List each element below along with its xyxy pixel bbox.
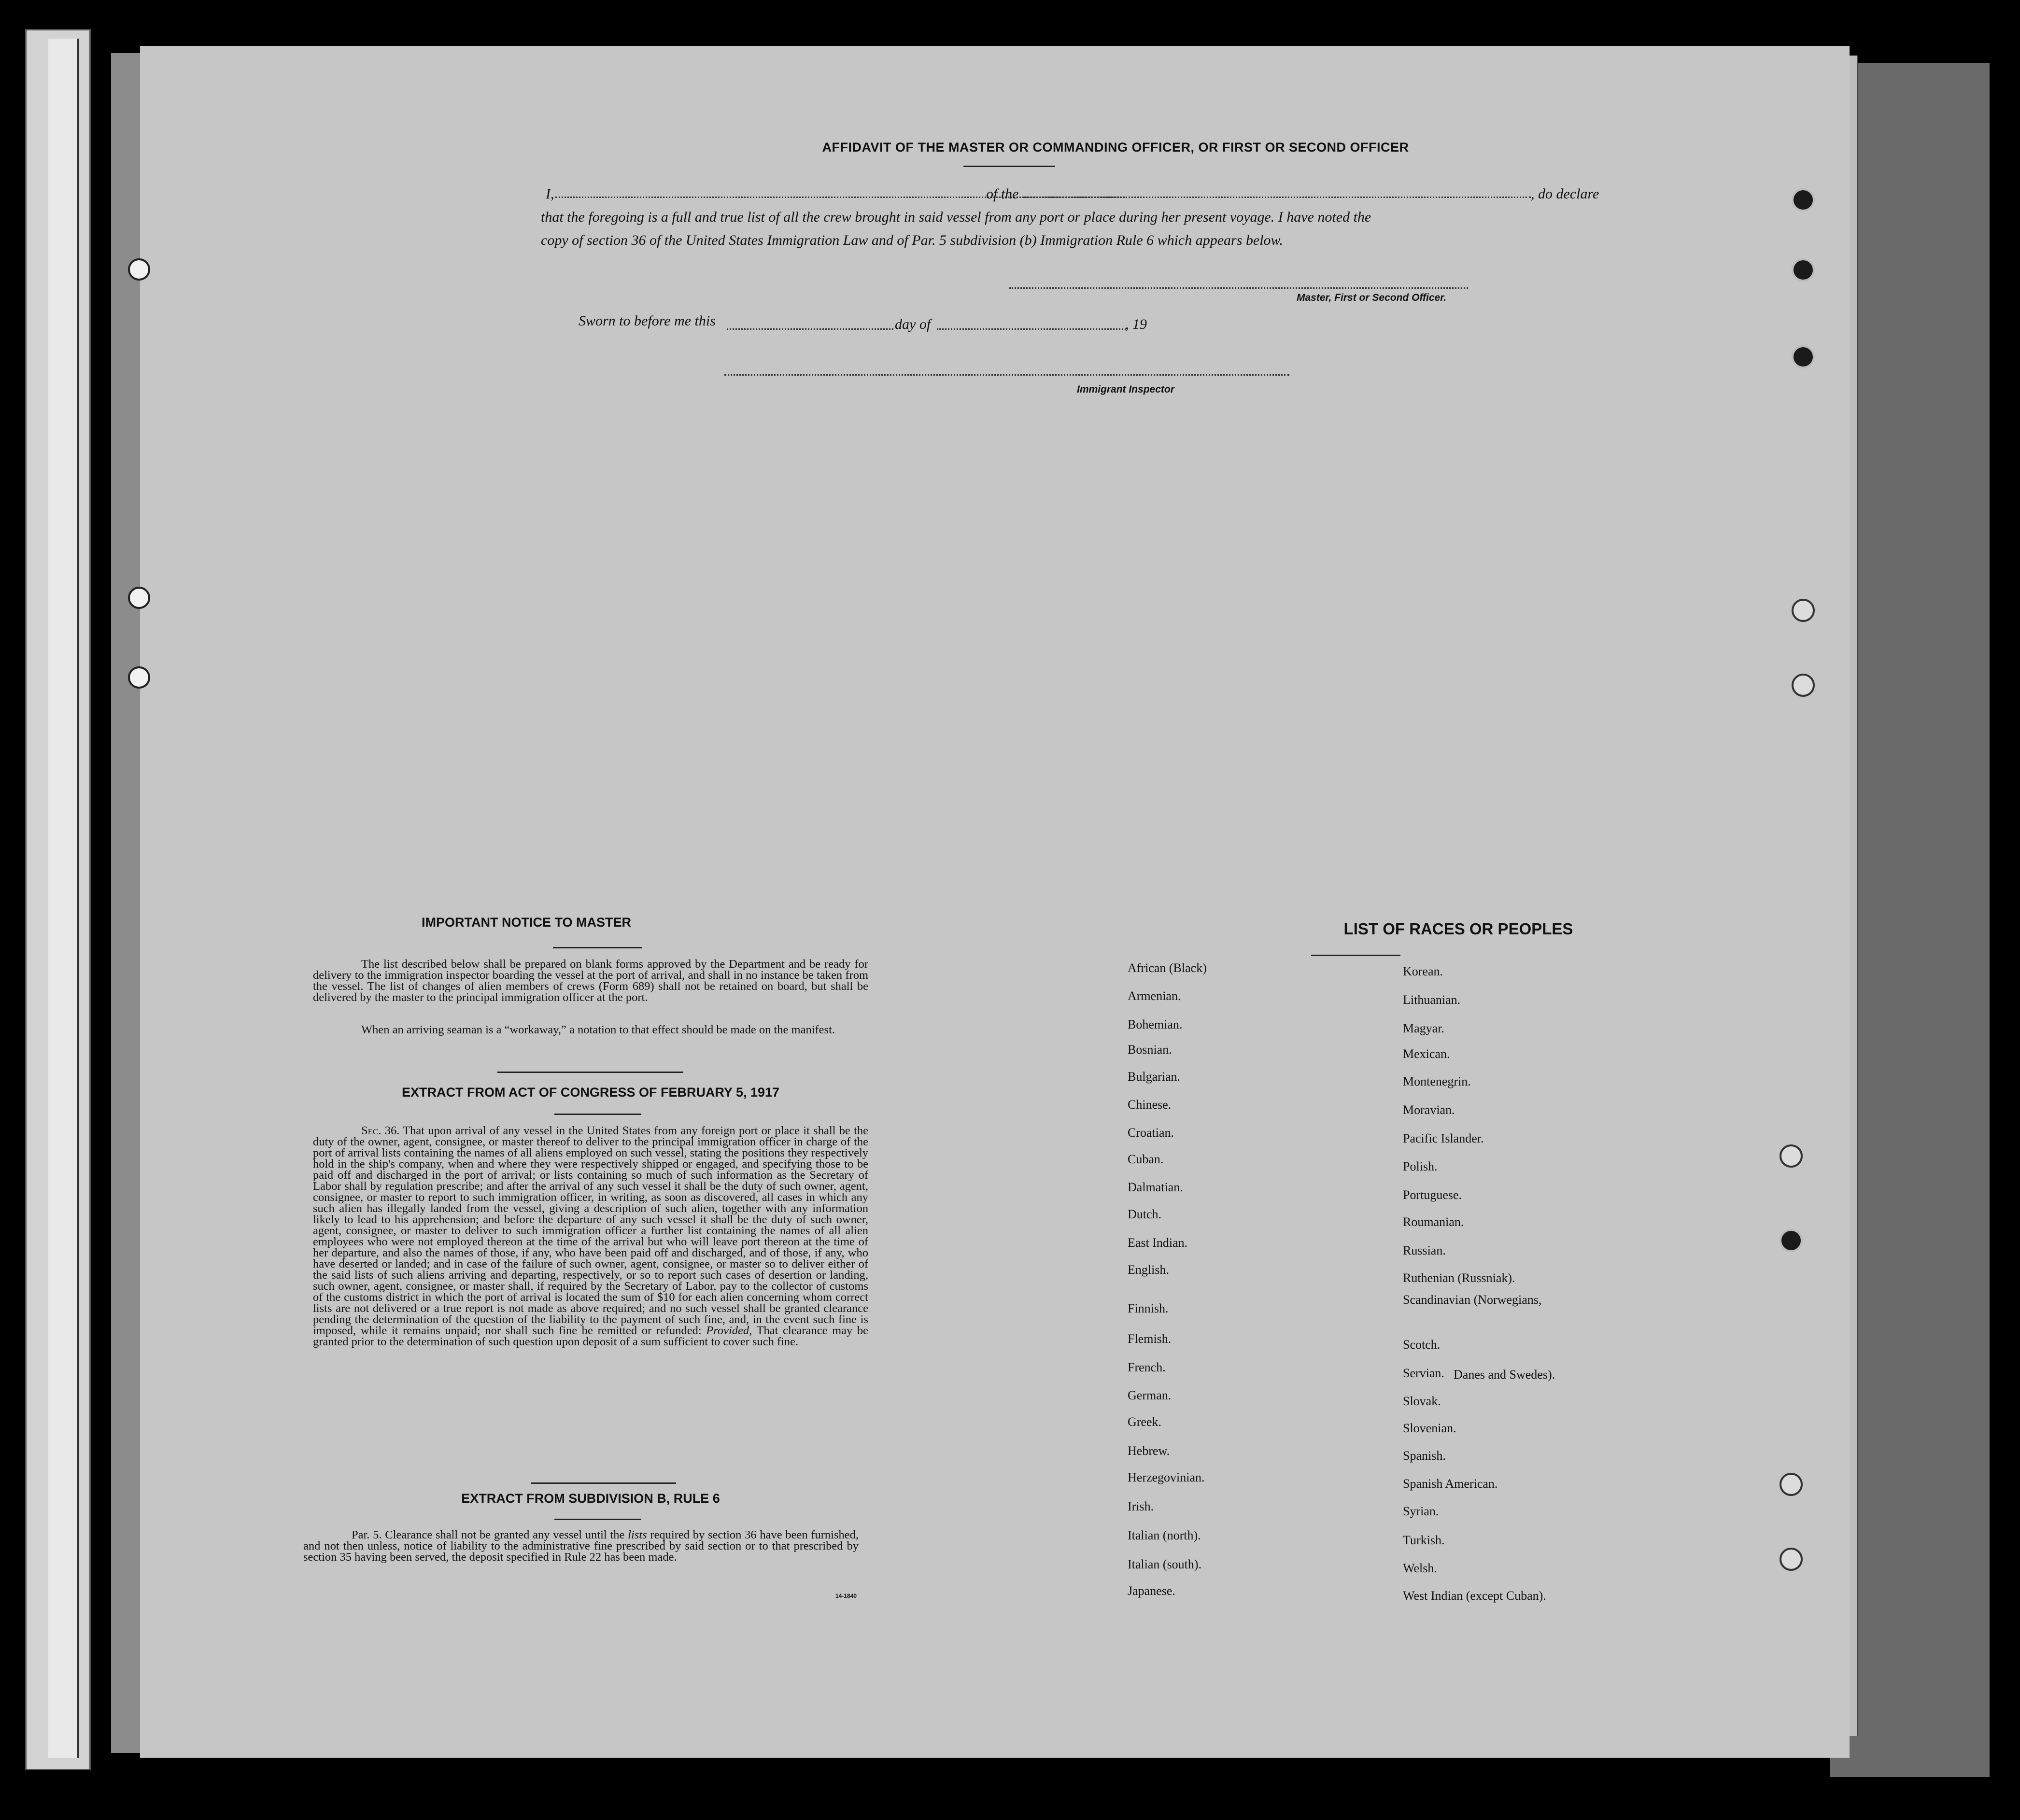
- lists-word: lists: [628, 1528, 647, 1541]
- section-36-text: [313, 1125, 868, 1347]
- race-item: Turkish.: [1403, 1533, 1445, 1547]
- race-item: Hebrew.: [1128, 1444, 1170, 1458]
- affidavit-of-the-label: of the: [986, 186, 1019, 202]
- punch-hole: [1792, 345, 1815, 368]
- race-item: Moravian.: [1403, 1103, 1455, 1117]
- race-item: Bulgarian.: [1128, 1070, 1181, 1084]
- vessel-name-field[interactable]: [1024, 197, 1531, 198]
- race-item: Italian (north).: [1128, 1528, 1201, 1542]
- notice-paragraph-1: The list described below shall be prepared on blank forms approved by the Department and be ready for delivery to the immigration inspector boarding the vessel at the port of arrival, and shall in no instance be taken from the vessel. The list of changes of alien members of crews (Form 689) shall not be retained on board, but shall be delivered by the master to the principal immigration officer at the port.: [313, 958, 868, 1004]
- affidavit-statement-line2: that the foregoing is a full and true list of all the crew brought in said vessel from any port or place during her present voyage. I have noted the: [541, 209, 1371, 225]
- punch-hole: [1792, 674, 1815, 697]
- race-item: Polish.: [1403, 1159, 1438, 1173]
- race-item: Scotch.: [1403, 1338, 1441, 1352]
- races-title: LIST OF RACES OR PEOPLES: [1343, 920, 1573, 938]
- race-item: Cuban.: [1128, 1152, 1164, 1166]
- race-item: Irish.: [1128, 1499, 1154, 1513]
- punch-hole: [128, 587, 150, 609]
- document-page: [140, 46, 1850, 1758]
- section-label: Sec. 36.: [361, 1124, 400, 1137]
- binder-spine: [48, 39, 79, 1758]
- day-of-label: day of: [895, 316, 931, 332]
- race-item: Herzegovinian.: [1128, 1470, 1205, 1484]
- race-item: Spanish American.: [1403, 1477, 1498, 1491]
- sworn-label: Sworn to before me this: [579, 313, 716, 329]
- race-item: Russian.: [1403, 1243, 1446, 1257]
- race-item: Chinese.: [1128, 1098, 1172, 1112]
- race-item: Syrian.: [1403, 1504, 1439, 1518]
- race-item: German.: [1128, 1388, 1172, 1402]
- race-item: Flemish.: [1128, 1332, 1172, 1346]
- divider: [963, 166, 1055, 167]
- par-5-rest: required by section 36 have been furnished, and not then unless, notice of liability to the administrative fine prescribed by said section or to that prescribed by section 35 having been served, the deposit specified in Rule 22 has been made.: [303, 1528, 859, 1564]
- notice-title: IMPORTANT NOTICE TO MASTER: [422, 915, 631, 930]
- race-item: Dutch.: [1128, 1207, 1162, 1221]
- race-item: Scandinavian (Norwegians,: [1403, 1293, 1542, 1307]
- race-item: Servian.: [1403, 1366, 1444, 1380]
- race-item: Finnish.: [1128, 1301, 1169, 1315]
- punch-hole: [1792, 599, 1815, 622]
- punch-hole: [1780, 1229, 1803, 1252]
- race-item: Mexican.: [1403, 1047, 1450, 1061]
- race-item: Spanish.: [1403, 1449, 1446, 1463]
- sworn-month-field[interactable]: [937, 328, 1126, 330]
- race-item: Armenian.: [1128, 989, 1181, 1003]
- race-item: Welsh.: [1403, 1561, 1437, 1575]
- divider: [554, 1114, 641, 1115]
- section-36-body: That upon arrival of any vessel in the United States from any foreign port or place it shall be the duty of the owner, agent, consignee, or master thereof to deliver to the principal immigration officer in charge of the port of arrival lists containing the names of all aliens employed on such vessel, stating the positions they respectively hold in the ship's company, when and where they were respectively shipped or engaged, and specifying those to be paid off and discharged in the port of arrival; or lists containing so much of such information as the Secretary of Labor shall by regulation prescribe; and after the arrival of any such vessel it shall be the duty of such owner, agent, consignee, or master to report to such immigration officer, in writing, as soon as discovered, all cases in which any such alien has illegally landed from the vessel, giving a description of such alien, together with any information likely to lead to his apprehension; and before the departure of any such vessel it shall be the duty of such owner, agent, consignee, or master to deliver to such immigration officer a further list containing the names of all alien employees who were not employed thereon at the time of the arrival but who will leave port thereon at the time of her departure, and also the names of those, if any, who have been paid off and discharged, and of those, if any, who have deserted or landed; and in case of the failure of such owner, agent, consignee, or master so to deliver either of the said lists of such aliens arriving and departing, respectively, or so to report such cases of desertion or landing, such owner, agent, consignee, or master shall, if required by the Secretary of Labor, pay to the collector of customs of the customs district in which the port of arrival is located the sum of $10 for each alien concerning whom correct lists are not delivered or a true report is not made as above required; and no such vessel shall be granted clearance pending the determination of the question of the liability to the payment of such fine, and, in the event such fine is imposed, while it remains unpaid; nor shall such fine be remitted or refunded:: [313, 1124, 868, 1337]
- race-item: Croatian.: [1128, 1126, 1174, 1140]
- race-item: East Indian.: [1128, 1236, 1188, 1250]
- year-label: , 19: [1125, 316, 1147, 332]
- race-item: Pacific Islander.: [1403, 1131, 1484, 1145]
- par-5-body: Par. 5. Clearance shall not be granted any vessel until the: [352, 1528, 625, 1541]
- act-extract-title: EXTRACT FROM ACT OF CONGRESS OF FEBRUARY 5, 1917: [401, 1085, 780, 1100]
- race-item: Portuguese.: [1403, 1188, 1462, 1202]
- race-item: Korean.: [1403, 964, 1443, 978]
- race-item: English.: [1128, 1263, 1169, 1277]
- rule-extract-title: EXTRACT FROM SUBDIVISION B, RULE 6: [461, 1491, 720, 1506]
- section-36-proviso: That clearance may be granted prior to the determination of such question upon deposit of a sum sufficient to cover such fine.: [313, 1324, 869, 1348]
- race-item: Ruthenian (Russniak).: [1403, 1271, 1515, 1285]
- race-item: Dalmatian.: [1128, 1180, 1183, 1194]
- race-item: Bosnian.: [1128, 1043, 1172, 1057]
- notice-paragraph-2: When an arriving seaman is a “workaway,” a notation to that effect should be made on the manifest.: [361, 1023, 835, 1036]
- race-item: Slovak.: [1403, 1394, 1441, 1408]
- punch-hole: [128, 666, 150, 689]
- divider: [553, 947, 642, 948]
- divider: [531, 1482, 676, 1484]
- par-5-text: [303, 1529, 859, 1563]
- race-item: French.: [1128, 1360, 1166, 1374]
- race-item-continuation: Danes and Swedes).: [1454, 1368, 1555, 1382]
- punch-hole: [128, 258, 150, 281]
- race-item: Greek.: [1128, 1415, 1162, 1429]
- master-signature-label: Master, First or Second Officer.: [1297, 292, 1447, 303]
- race-item: West Indian (except Cuban).: [1403, 1589, 1546, 1603]
- punch-hole: [1792, 188, 1815, 212]
- affidavit-statement-line3: copy of section 36 of the United States Immigration Law and of Par. 5 subdivision (b) Immigration Rule 6 which appears below.: [541, 232, 1283, 248]
- race-item: Italian (south).: [1128, 1557, 1202, 1571]
- provided-word: Provided,: [706, 1324, 752, 1337]
- divider: [1311, 955, 1400, 956]
- race-item: Magyar.: [1403, 1021, 1444, 1035]
- race-item: African (Black): [1128, 961, 1207, 975]
- race-item: Lithuanian.: [1403, 993, 1461, 1007]
- race-item: Roumanian.: [1403, 1215, 1464, 1229]
- race-item: Japanese.: [1128, 1584, 1175, 1598]
- sworn-day-field[interactable]: [727, 328, 893, 330]
- inspector-signature-field[interactable]: [724, 374, 1289, 376]
- punch-hole: [1780, 1548, 1803, 1571]
- punch-hole: [1792, 258, 1815, 282]
- divider: [554, 1519, 641, 1520]
- affidavit-declare-label: , do declare: [1531, 186, 1599, 202]
- inspector-label: Immigrant Inspector: [1077, 384, 1174, 395]
- race-item: Montenegrin.: [1403, 1074, 1471, 1088]
- divider: [497, 1072, 683, 1073]
- form-number: 14-1840: [835, 1593, 857, 1599]
- race-item: Bohemian.: [1128, 1017, 1183, 1031]
- punch-hole: [1780, 1144, 1803, 1168]
- affidavit-i-label: I,: [546, 186, 554, 202]
- master-signature-field[interactable]: [1009, 287, 1468, 289]
- affidavit-title: AFFIDAVIT OF THE MASTER OR COMMANDING OFFICER, OR FIRST OR SECOND OFFICER: [822, 140, 1409, 155]
- race-item: Slovenian.: [1403, 1421, 1456, 1435]
- punch-hole: [1780, 1473, 1803, 1496]
